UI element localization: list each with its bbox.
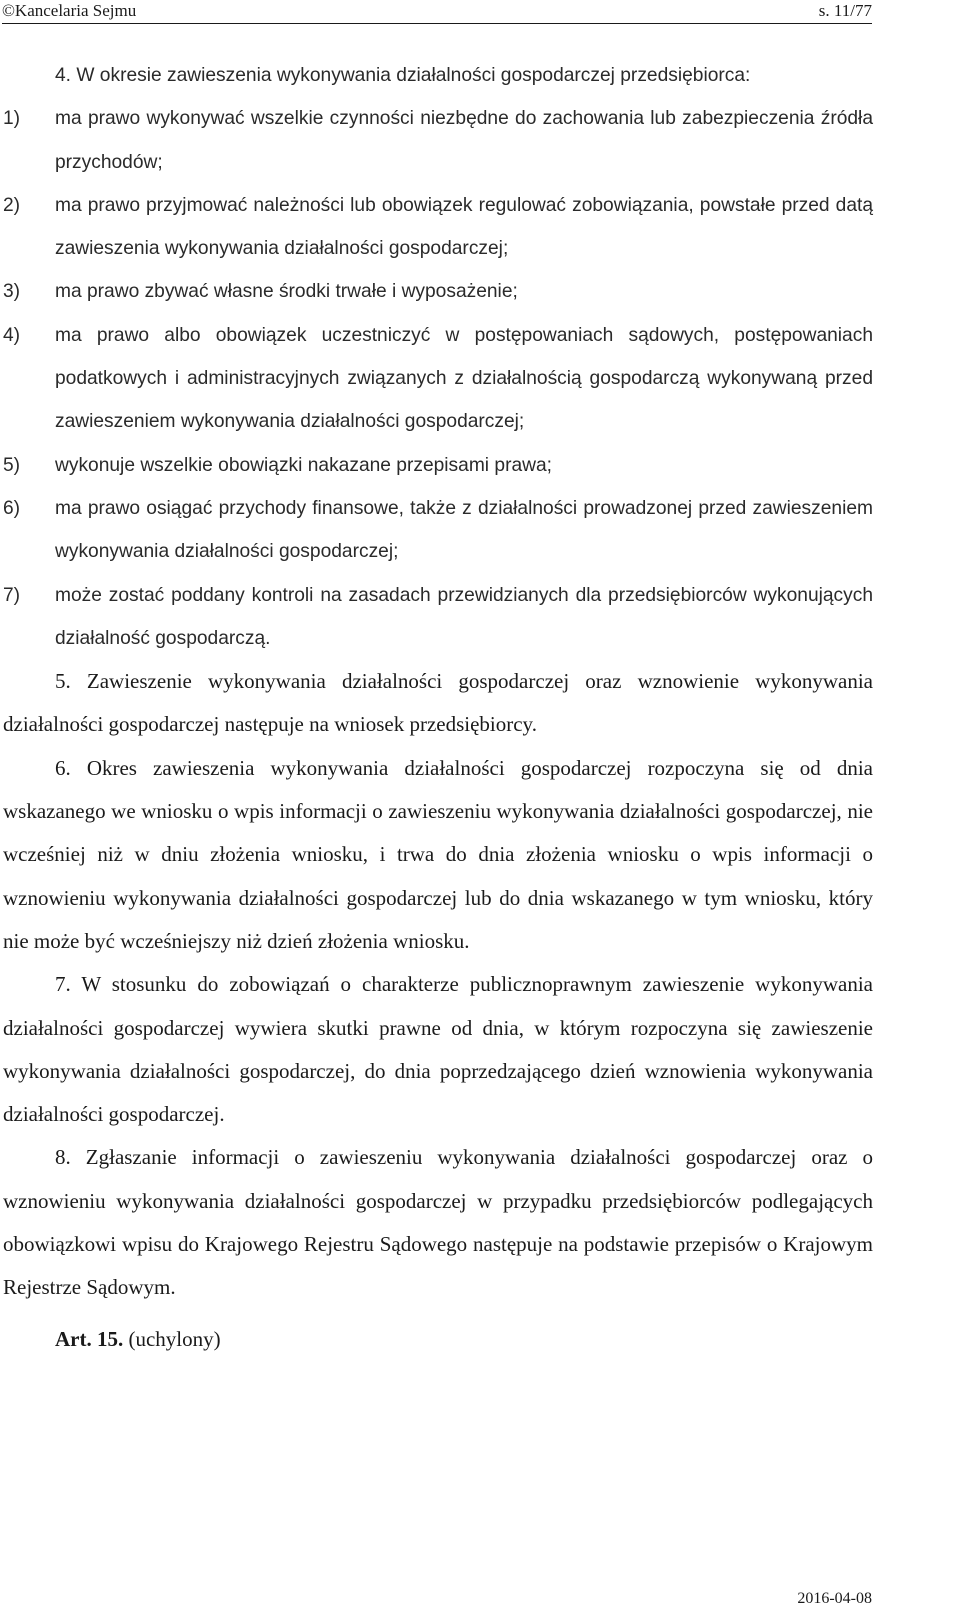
list-item-text: ma prawo albo obowiązek uczestniczyć w postępowaniach sądowych, postępowaniach podatkowych i administracyjnych związanych z działalnością gospodarczą wykonywaną przed zawieszeniem wykonywania działalności gospodarczej; — [55, 324, 873, 433]
list-item-text: wykonuje wszelkie obowiązki nakazane przepisami prawa; — [55, 454, 552, 476]
paragraph-text: Zawieszenie wykonywania działalności gospodarczej oraz wznowienie wykonywania działalności gospodarczej następuje na wniosek przedsiębiorcy. — [3, 669, 874, 737]
list-item-number: 3) — [3, 281, 21, 303]
paragraph-number: 4. — [55, 65, 72, 86]
list-item-number: 4) — [3, 324, 21, 346]
list-item-number: 6) — [3, 497, 21, 519]
paragraph-8 — [3, 1136, 873, 1309]
list-item-number: 1) — [3, 108, 21, 130]
paragraph-4 — [3, 54, 873, 97]
paragraph-text: Okres zawieszenia wykonywania działalności gospodarczej rozpoczyna się od dnia wskazanego we wniosku o wpis informacji o zawieszeniu wykonywania działalności gospodarczej, nie wcześniej niż w dniu złożenia wniosku, i trwa do dnia złożenia wniosku o wpis informacji o wznowieniu wykonywania działalności gospodarczej lub do dnia wskazanego w tym wniosku, który nie może być wcześniejszy niż dzień złożenia wniosku. — [3, 755, 873, 953]
list-item-number: 2) — [3, 194, 21, 216]
list-item — [3, 314, 873, 444]
list-item-text: ma prawo przyjmować należności lub obowiązek regulować zobowiązania, powstałe przed datą zawieszenia wykonywania działalności gospodarczej; — [55, 194, 873, 260]
header-rule — [2, 23, 872, 24]
paragraph-text: Zgłaszanie informacji o zawieszeniu wykonywania działalności gospodarczej oraz o wznowieniu wykonywania działalności gospodarczej w przypadku przedsiębiorców podlegających obowiązkowi wpisu do Krajowego Rejestru Sądowego następuje na podstawie przepisów o Krajowym Rejestrze Sądowym. — [3, 1145, 873, 1300]
article-15 — [3, 1318, 873, 1361]
list-item-text: ma prawo osiągać przychody finansowe, także z działalności prowadzonej przed zawieszeniem wykonywania działalności gospodarczej; — [55, 497, 873, 563]
paragraph-number: 8. — [55, 1145, 71, 1170]
list-item-number: 7) — [3, 584, 21, 606]
page-header — [0, 0, 960, 24]
paragraph-6 — [3, 747, 873, 963]
header-publisher: ©Kancelaria Sejmu — [2, 1, 137, 20]
article-text: (uchylony) — [128, 1326, 221, 1351]
list-item — [3, 270, 873, 313]
paragraph-text: W stosunku do zobowiązań o charakterze publicznoprawnym zawieszenie wykonywania działalności gospodarczej wywiera skutki prawne od dnia, w którym rozpoczyna się zawieszenie wykonywania działalności gospodarczej, do dnia poprzedzającego dzień wznowienia wykonywania działalności gospodarczej. — [3, 972, 873, 1127]
paragraph-text: W okresie zawieszenia wykonywania działalności gospodarczej przedsiębiorca: — [76, 65, 751, 86]
header-page-number: s. 11/77 — [818, 1, 872, 20]
paragraph-number: 6. — [55, 755, 71, 780]
list-item — [3, 444, 873, 487]
article-label: Art. 15. — [55, 1326, 124, 1351]
list-item-text: może zostać poddany kontroli na zasadach przewidzianych dla przedsiębiorców wykonujących działalność gospodarczą. — [55, 584, 873, 649]
list-item — [3, 184, 873, 271]
document-body — [3, 54, 873, 1382]
list-item-text: ma prawo zbywać własne środki trwałe i wyposażenie; — [55, 281, 518, 303]
paragraph-number: 5. — [55, 669, 71, 694]
list-item-text: ma prawo wykonywać wszelkie czynności niezbędne do zachowania lub zabezpieczenia źródła przychodów; — [55, 108, 873, 173]
footer-date: 2016-04-08 — [797, 1590, 872, 1607]
list-item — [3, 97, 873, 184]
paragraph-5 — [3, 660, 873, 747]
list-item-number: 5) — [3, 454, 21, 476]
list-item — [3, 487, 873, 574]
list — [3, 97, 873, 660]
list-item — [3, 574, 873, 661]
paragraph-number: 7. — [55, 972, 71, 997]
paragraph-7 — [3, 963, 873, 1136]
